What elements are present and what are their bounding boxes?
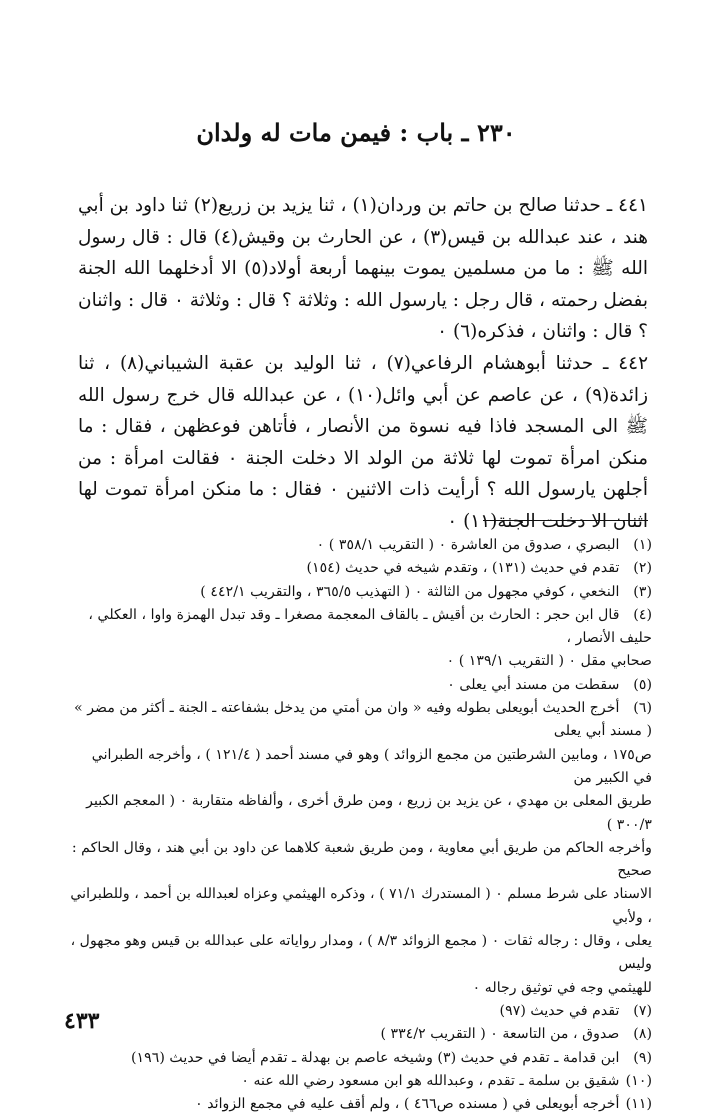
footnote-text: للهيثمي وجه في توثيق رجاله ٠: [472, 979, 652, 996]
footnote: [70, 557, 652, 580]
footnote-text: النخعي ، كوفي مجهول من الثالثة ٠ ( التهذيب ٣٦٥/٥ ، والتقريب ٤٤٢/١ ): [200, 583, 620, 600]
footnote-text: صحابي مقل ٠ ( التقريب ١٣٩/١ ) ٠: [446, 653, 652, 670]
footnote: [70, 581, 652, 604]
footnote-number: (٨): [633, 1026, 652, 1043]
footnote-number: (١١): [625, 1096, 652, 1113]
footnote-text: طريق المعلى بن مهدي ، عن يزيد بن زريع ، ومن طرق أخرى ، وألفاظه متقاربة ٠ ( المعجم الكبير ٣٠٠/٣ ): [86, 793, 652, 833]
footnote-text: البصري ، صدوق من العاشرة ٠ ( التقريب ٣٥٨/١ ) ٠: [316, 537, 620, 553]
footnote: [70, 1047, 652, 1070]
footnote-text: شقيق بن سلمة ـ تقدم ، وعبدالله هو ابن مسعود رضي الله عنه ٠: [241, 1072, 620, 1089]
hadith-441: ٤٤١ ـ حدثنا صالح بن حاتم بن وردان(١) ، ثنا يزيد بن زريع(٢) ثنا داود بن أبي هند ، عند عبدالله بن قيس(٣) ، عن الحارث بن وقيش(٤) قال : قال رسول الله ﷺ : ما من مسلمين يموت بينهما أربعة أولاد(٥) الا أدخلهما الله الجنة بفضل رحمته ، قال رجل : يارسول الله : وثلاثة ؟ قال : وثلاثة ٠ قال : واثنان ؟ قال : واثنان ، فذكره(٦) ٠: [78, 195, 648, 343]
footnote: [70, 674, 652, 697]
footnote-text: ص١٧٥ ، ومابين الشرطتين من مجمع الزوائد ) وهو في مسند أحمد ( ١٢١/٤ ) ، وأخرجه الطبراني في الكبير من: [91, 746, 652, 786]
footnote-text: وأخرجه الحاكم من طريق أبي معاوية ، ومن طريق شعبة كلاهما عن داود بن أبي هند ، وقال الحاكم : صحيح: [71, 839, 652, 880]
chapter-title: ٢٣٠ ـ باب : فيمن مات له ولدان: [196, 118, 516, 147]
footnote-divider: [483, 520, 648, 521]
footnote-number: (٣): [633, 583, 652, 600]
hadith-442: ٤٤٢ ـ حدثنا أبوهشام الرفاعي(٧) ، ثنا الوليد بن عقبة الشيباني(٨) ، ثنا زائدة(٩) ، عن عاصم عن أبي وائل(١٠) ، عن عبدالله قال خرج رسول الله ﷺ الى المسجد فاذا فيه نسوة من الأنصار ، فأتاهن فوعظهن ، فقال : ما منكن امرأة تموت لها ثلاثة من الولد الا دخلت الجنة ٠ فقالت امرأة : من أجلهن يارسول الله ؟ أرأيت ذات الاثنين ٠ فقال : ما منكن امرأة تموت لها اثنان الا دخلت الجنة(١١) ٠: [78, 352, 649, 532]
footnote-number: (٧): [633, 1002, 652, 1019]
footnote-text: تقدم في حديث (١٣١) ، وتقدم شيخه في حديث (١٥٤): [306, 560, 620, 577]
footnote-number: (١٠): [625, 1072, 652, 1089]
footnote-number: (٢): [633, 560, 652, 577]
footnote-text: الاسناد على شرط مسلم ٠ ( المستدرك ٧١/١ ) ، وذكره الهيثمي وعزاه لعبدالله بن أحمد ، وللطبراني ، ولأبي: [70, 886, 652, 926]
footnote-text: صدوق ، من التاسعة ٠ ( التقريب ٣٣٤/٢ ): [380, 1026, 620, 1043]
footnote-text: يعلى ، وقال : رجاله ثقات ٠ ( مجمع الزوائد ٨/٣ ) ، ومدار رواياته على عبدالله بن قيس وهو مجهول ، وليس: [70, 933, 652, 973]
footnotes: [70, 534, 652, 1116]
footnote-text: سقطت من مسند أبي يعلى ٠: [447, 676, 620, 693]
footnote: [70, 1000, 652, 1023]
main-text: [78, 190, 648, 538]
footnote-number: (٦): [633, 700, 652, 717]
footnote-text: أخرج الحديث أبويعلى بطوله وفيه « وان من أمتي من يدخل بشفاعته ـ الجنة ـ أكثر من مضر » ( مسند أبي يعلى: [74, 700, 652, 740]
footnote-number: (٤): [633, 606, 652, 623]
footnote-text: تقدم في حديث (٩٧): [499, 1002, 620, 1019]
footnote: [70, 697, 652, 1000]
footnote: [70, 534, 652, 557]
footnote: [70, 1093, 652, 1116]
page-number: ٤٣٣: [64, 1008, 100, 1034]
footnote: [70, 1070, 652, 1093]
footnote-text: أخرجه أبويعلى في ( مسنده ص٤٦٦ ) ، ولم أقف عليه في مجمع الزوائد ٠: [195, 1096, 620, 1113]
footnote: [70, 1023, 652, 1046]
footnote-text: قال ابن حجر : الحارث بن أقيش ـ بالقاف المعجمة مصغرا ـ وقد تبدل الهمزة واوا ، العكلي ، حليف الأنصار ،: [88, 606, 652, 647]
footnote-number: (٩): [633, 1049, 652, 1066]
footnote-text: ابن قدامة ـ تقدم في حديث (٣) وشيخه عاصم بن بهدلة ـ تقدم أيضا في حديث (١٩٦): [130, 1049, 620, 1066]
footnote: [70, 604, 652, 674]
footnote-number: (٥): [633, 676, 652, 693]
footnote-number: (١): [633, 537, 652, 553]
